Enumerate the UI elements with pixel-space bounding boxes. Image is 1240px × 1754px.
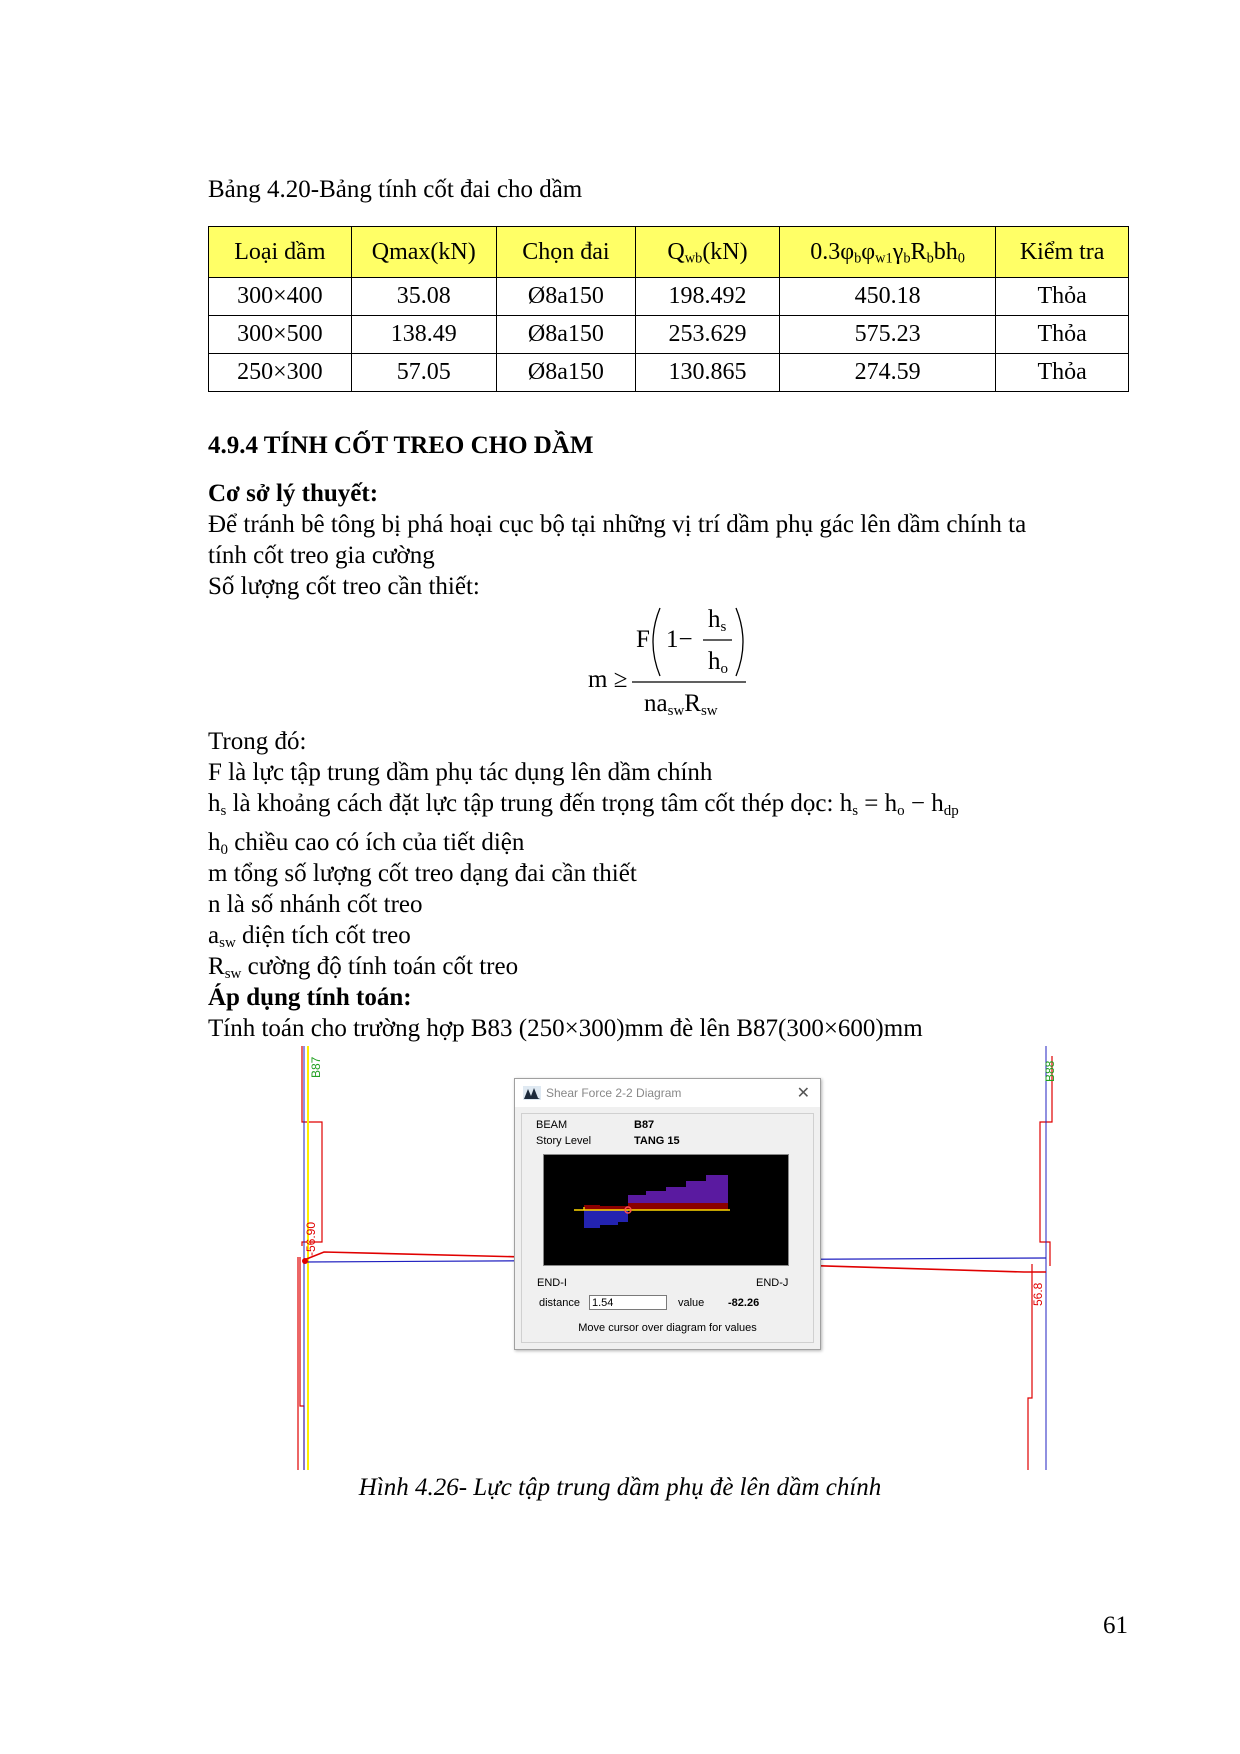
cell-qmax: 57.05 (351, 354, 496, 392)
definition-asw: $a_{sw}$ diện tích cốt treo (208, 922, 411, 951)
definition-F: F là lực tập trung dầm phụ tác dụng lên dầm chính (208, 759, 713, 786)
cell-beam-type: 250×300 (209, 354, 352, 392)
header-stirrup: Chọn đai (496, 227, 635, 278)
left-shear-value: -56.90 (304, 1221, 318, 1256)
formula-ho: $h_o$ (708, 648, 728, 677)
hint-text: Move cursor over diagram for values (578, 1322, 757, 1334)
cell-capacity: 274.59 (779, 354, 995, 392)
value-readout: -82.26 (728, 1297, 760, 1309)
cell-qmax: 138.49 (351, 316, 496, 354)
cell-check: Thỏa (996, 354, 1129, 392)
table-header-row (209, 227, 1129, 278)
definition-m: m tổng số lượng cốt treo dạng đai cần thiết (208, 860, 637, 887)
story-level-value: TANG 15 (634, 1135, 680, 1147)
distance-label: distance (539, 1297, 580, 1309)
value-label: value (678, 1297, 705, 1309)
theory-heading: Cơ sở lý thuyết: (208, 480, 379, 507)
cell-beam-type: 300×500 (209, 316, 352, 354)
diagram-bar (584, 1210, 600, 1228)
table-row (209, 278, 1129, 316)
stirrup-table (208, 226, 1129, 392)
cell-beam-type: 300×400 (209, 278, 352, 316)
diagram-bar (628, 1203, 728, 1210)
where-line: Trong đó: (208, 728, 307, 755)
apply-text: Tính toán cho trường hợp B83 (250×300)mm đè lên B87(300×600)mm (208, 1015, 923, 1042)
section-heading: 4.9.4 TÍNH CỐT TREO CHO DẦM (208, 432, 594, 459)
left-beam-label: B87 (309, 1056, 323, 1078)
end-j-label: END-J (756, 1277, 789, 1289)
header-qwb: $Q_{wb}(kN)$ (636, 227, 780, 278)
cell-qwb: 253.629 (636, 316, 780, 354)
app-icon (523, 1086, 541, 1100)
cell-qwb: 198.492 (636, 278, 780, 316)
definition-h0: $h_0$ chiều cao có ích của tiết diện (208, 829, 525, 858)
header-beam-type: Loại dầm (209, 227, 352, 278)
end-i-label: END-I (537, 1277, 567, 1289)
formula-hs: $h_s$ (708, 606, 727, 635)
shear-diagram-svg (544, 1155, 788, 1265)
story-level-label: Story Level (536, 1135, 592, 1147)
diagram-bar (584, 1205, 600, 1210)
cell-stirrup: Ø8a150 (496, 316, 635, 354)
formula-strokes (580, 604, 780, 724)
formula-m: m ≥ (588, 666, 628, 693)
cell-capacity: 575.23 (779, 316, 995, 354)
definition-rsw: $R_{sw}$ cường độ tính toán cốt treo (208, 953, 519, 982)
apply-heading: Áp dụng tính toán: (208, 984, 412, 1011)
beam-value: B87 (634, 1119, 655, 1131)
formula-F: F (636, 626, 650, 653)
header-capacity: $0.3\varphi_b\varphi_{w1}\gamma_bR_bbh_0$ (779, 227, 995, 278)
formula-denominator: $na_{sw}R_{sw}$ (644, 690, 718, 719)
definition-hs: $h_s$ là khoảng cách đặt lực tập trung đến trọng tâm cốt thép dọc: $h_s = h_o - h_{dp}$ (208, 790, 959, 819)
paragraph-line: Số lượng cốt treo cần thiết: (208, 573, 480, 600)
table-caption: Bảng 4.20-Bảng tính cốt đai cho dầm (208, 176, 583, 203)
left-node-marker (302, 1258, 308, 1264)
cell-qwb: 130.865 (636, 354, 780, 392)
right-beam-label: B88 (1043, 1060, 1057, 1082)
cell-capacity: 450.18 (779, 278, 995, 316)
formula-one-minus: 1− (666, 626, 693, 653)
right-column (1028, 1056, 1052, 1470)
table-row (209, 316, 1129, 354)
close-icon[interactable]: ✕ (796, 1085, 810, 1102)
cell-stirrup: Ø8a150 (496, 278, 635, 316)
paragraph-line: Để tránh bê tông bị phá hoại cục bộ tại những vị trí dầm phụ gác lên dầm chính ta (208, 511, 1027, 538)
dialog-titlebar[interactable] (515, 1079, 820, 1107)
shear-force-dialog[interactable] (514, 1078, 821, 1350)
page-number: 61 (1103, 1612, 1128, 1639)
diagram-bar (600, 1210, 618, 1225)
shear-diagram-plot[interactable] (543, 1154, 789, 1266)
cell-check: Thỏa (996, 316, 1129, 354)
distance-input[interactable] (589, 1295, 667, 1310)
cell-check: Thỏa (996, 278, 1129, 316)
header-qmax: Qmax(kN) (351, 227, 496, 278)
beam-label: BEAM (536, 1119, 568, 1131)
table-row (209, 354, 1129, 392)
right-shear-value: 56.8 (1031, 1282, 1045, 1306)
dialog-title: Shear Force 2-2 Diagram (546, 1086, 682, 1100)
cell-qmax: 35.08 (351, 278, 496, 316)
figure-caption: Hình 4.26- Lực tập trung dầm phụ đè lên dầm chính (358, 1474, 882, 1501)
definition-n: n là số nhánh cốt treo (208, 891, 423, 918)
header-check: Kiểm tra (996, 227, 1129, 278)
cell-stirrup: Ø8a150 (496, 354, 635, 392)
paragraph-line: tính cốt treo gia cường (208, 542, 435, 569)
formula (580, 604, 780, 724)
